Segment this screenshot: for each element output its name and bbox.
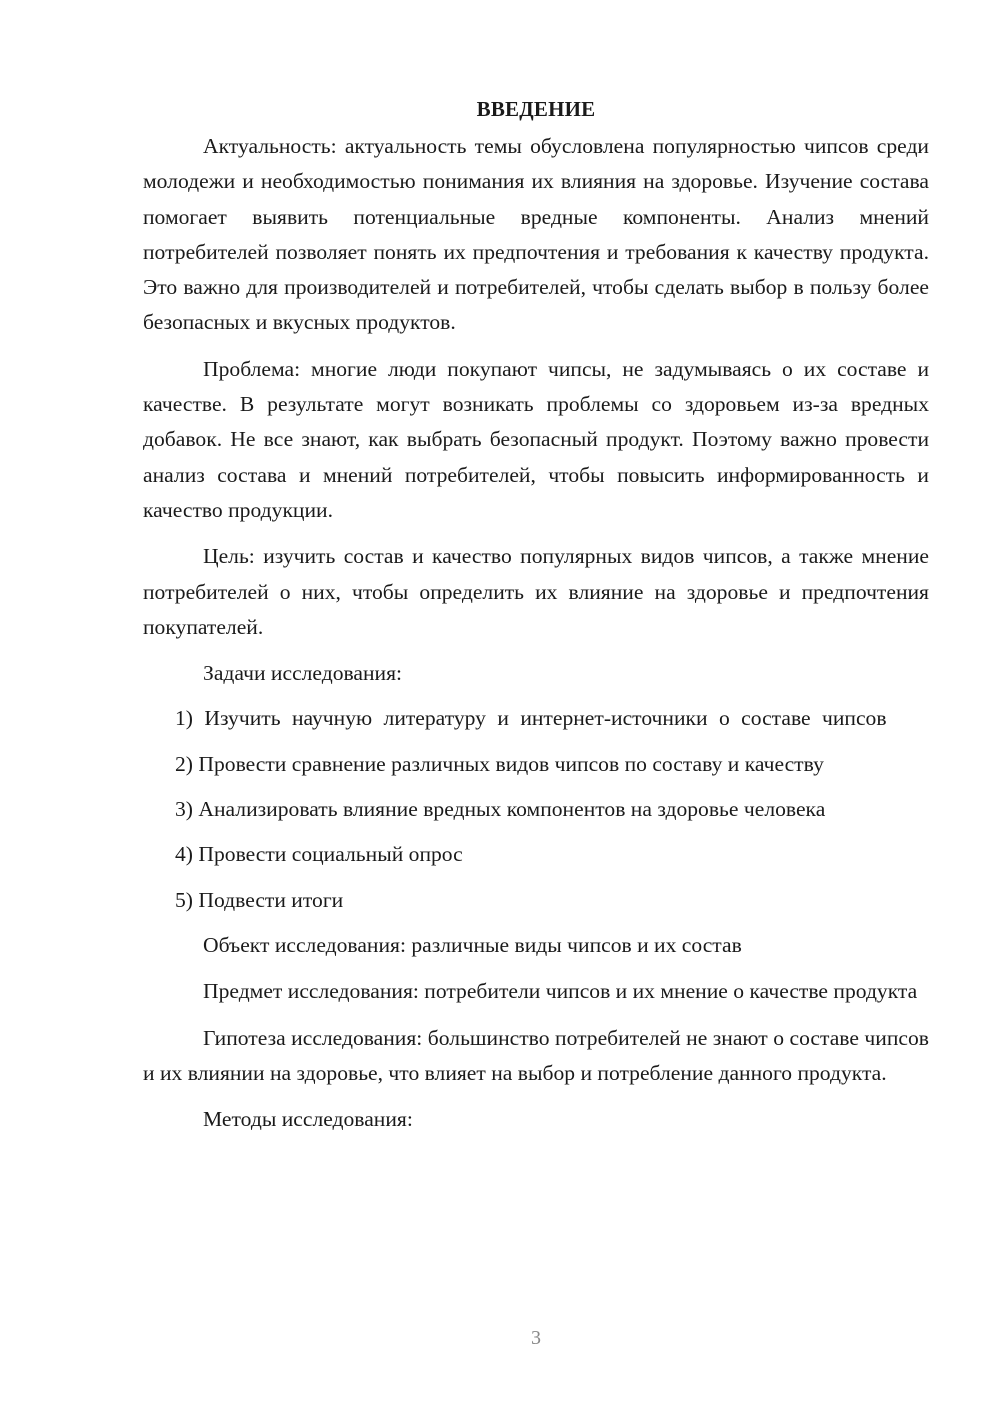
subject-paragraph: Предмет исследования: потребители чипсов и их мнение о качестве продукта	[203, 979, 918, 1004]
relevance-paragraph: Актуальность: актуальность темы обусловлена популярностью чипсов среди молодежи и необходимостью понимания их влияния на здоровье. Изучение состава помогает выявить потенциальные вредные компоненты. Анализ мнений потребителей позволяет понять их предпочтения и требования к качеству продукта. Это важно для производителей и потребителей, чтобы сделать выбор в пользу более безопасных и вкусных продуктов.	[143, 134, 929, 335]
task-item: 2) Провести сравнение различных видов чипсов по составу и качеству	[175, 751, 824, 776]
hypothesis-paragraph: Гипотеза исследования: большинство потребителей не знают о составе чипсов и их влиянии на здоровье, что влияет на выбор и потребление данного продукта.	[143, 1025, 929, 1085]
goal-paragraph: Цель: изучить состав и качество популярных видов чипсов, а также мнение потребителей о них, чтобы определить их влияние на здоровье и предпочтения покупателей.	[143, 544, 929, 639]
task-item: 3) Анализировать влияние вредных компонентов на здоровье человека	[175, 797, 826, 822]
object-paragraph: Объект исследования: различные виды чипсов и их состав	[203, 932, 742, 957]
problem-paragraph: Проблема: многие люди покупают чипсы, не задумываясь о их составе и качестве. В результате могут возникать проблемы со здоровьем из-за вредных добавок. Не все знают, как выбрать безопасный продукт. Поэтому важно провести анализ состава и мнений потребителей, чтобы повысить информированность и качество продукции.	[143, 356, 929, 522]
task-item: 1) Изучить научную литературу и интернет-источники о составе чипсов	[175, 706, 887, 731]
page-number: 3	[531, 1327, 541, 1349]
task-item: 4) Провести социальный опрос	[175, 842, 463, 867]
tasks-heading: Задачи исследования:	[203, 661, 403, 686]
section-title: ВВЕДЕНИЕ	[476, 97, 596, 121]
tasks-list	[143, 701, 929, 917]
document-page	[143, 92, 929, 1147]
task-item: 5) Подвести итоги	[175, 887, 344, 912]
methods-heading: Методы исследования:	[203, 1107, 413, 1132]
